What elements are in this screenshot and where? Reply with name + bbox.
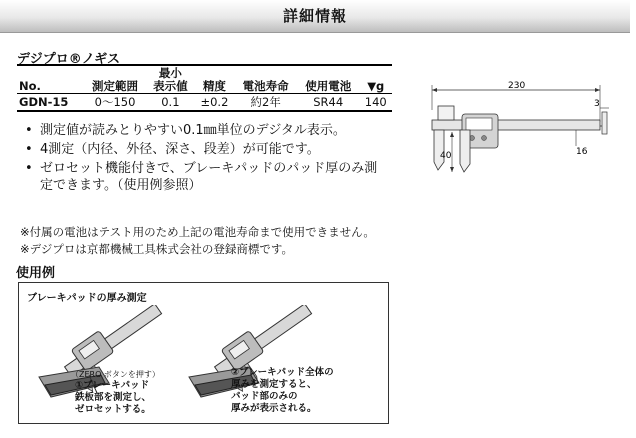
- cell-weight: 140: [359, 94, 392, 112]
- note-battery: ※付属の電池はテスト用のため上記の電池寿命まで使用できません。: [20, 225, 375, 239]
- step2-line2: 厚みを測定すると、: [231, 379, 317, 390]
- dim-length: 230: [508, 81, 526, 91]
- cell-no: GDN-15: [17, 94, 84, 112]
- dim-depth: 40: [440, 151, 452, 161]
- usage-example-box: [18, 282, 389, 424]
- cell-battery-life: 約2年: [234, 94, 297, 112]
- col-range: 測定範囲: [84, 65, 147, 94]
- col-min-display: [146, 65, 194, 94]
- col-min-line2: 表示値: [153, 79, 188, 93]
- table-header-row: [17, 65, 392, 94]
- product-title: デジプロ®ノギス: [17, 52, 120, 67]
- col-battery: 使用電池: [297, 65, 360, 94]
- col-weight: ▼g: [359, 65, 392, 94]
- cell-accuracy: ±0.2: [194, 94, 234, 112]
- step2-caption: [231, 367, 334, 415]
- section-title: 詳細情報: [282, 7, 347, 25]
- col-battery-life: 電池寿命: [234, 65, 297, 94]
- bullet-icon: •: [25, 142, 33, 157]
- col-min-line1: 最小: [158, 66, 182, 80]
- step1-line1: ①ブレーキパッド: [75, 380, 150, 391]
- usage-title: 使用例: [16, 266, 56, 281]
- step1-caption: [75, 380, 151, 416]
- zero-button-label: （ZERO ボタンを押す）: [71, 370, 160, 379]
- feature-list: [24, 122, 389, 196]
- cell-battery: SR44: [297, 94, 360, 112]
- step1-line3: ゼロセットする。: [75, 404, 151, 415]
- step2-line4: 厚みが表示される。: [231, 403, 317, 414]
- step2-line3: パッド部のみの: [231, 391, 298, 402]
- cell-min-display: 0.1: [146, 94, 194, 112]
- step2-line1: ②ブレーキパッド全体の: [231, 367, 334, 378]
- dim-thickness: 3: [594, 99, 600, 109]
- section-header: [0, 0, 630, 33]
- list-item: [24, 141, 389, 158]
- table-row: [17, 94, 392, 112]
- caliper-dimension-drawing: [424, 80, 624, 190]
- feature-text: ゼロセット機能付きで、ブレーキパッドのパッド厚のみ測定できます。（使用例参照）: [40, 161, 378, 193]
- col-accuracy: 精度: [194, 65, 234, 94]
- feature-text: 測定値が読みとりやすい0.1㎜単位のデジタル表示。: [40, 123, 346, 138]
- step1-line2: 鉄板部を測定し、: [75, 392, 152, 403]
- spec-table: [17, 64, 392, 112]
- feature-text: 4測定（内径、外径、深さ、段差）が可能です。: [40, 142, 320, 157]
- bullet-icon: •: [25, 161, 33, 176]
- cell-range: 0〜150: [84, 94, 147, 112]
- col-no: No.: [17, 65, 84, 94]
- usage-box-title: ブレーキパッドの厚み測定: [27, 293, 147, 304]
- bullet-icon: •: [25, 123, 33, 138]
- notes: [20, 224, 375, 258]
- list-item: [24, 160, 389, 194]
- note-trademark: ※デジプロは京都機械工具株式会社の登録商標です。: [20, 242, 293, 256]
- list-item: [24, 122, 389, 139]
- dim-height: 16: [576, 147, 588, 157]
